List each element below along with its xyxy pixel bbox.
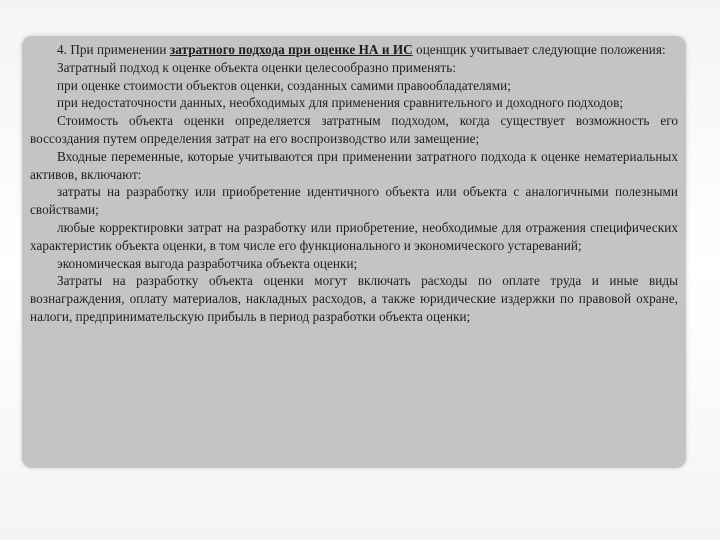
paragraph-cost-adjustments: любые корректировки затрат на разработку или приобретение, необходимые для отражения специфических характеристик объекта оценки, в том числе его функционального и экономического устареваний; [30,219,678,253]
paragraph-cost-approach-applicability: Затратный подход к оценке объекта оценки целесообразно применять: [57,59,456,75]
paragraph-intro [30,41,678,59]
intro-tail-text: оценщик учитывает следующие положения: [412,42,666,57]
slide-content-panel [22,36,686,468]
paragraph-cost-components: Затраты на разработку объекта оценки могут включать расходы по оплате труда и иные виды вознаграждения, оплату материалов, накладных расходов, а также юридические издержки по правовой охране, налоги, предпринимательскую прибыль в период разработки объекта оценки; [30,273,678,324]
paragraph-insufficient-data: при недостаточности данных, необходимых для применения сравнительного и доходного подходов; [57,95,624,111]
paragraph-developer-benefit: экономическая выгода разработчика объекта оценки; [57,255,358,271]
paragraph-input-variables: Входные переменные, которые учитываются при применении затратного подхода к оценке нематериальных активов, включают: [30,148,678,182]
slide-text-block [30,41,678,326]
paragraph-development-costs: затраты на разработку или приобретение идентичного объекта или объекта с аналогичными полезными свойствами; [30,184,678,218]
paragraph-rightholder-created-objects: при оценке стоимости объектов оценки, созданных самими правообладателями; [57,77,511,93]
intro-underlined-term: затратного подхода при оценке НА и ИС [169,42,413,57]
intro-lead-text: 4. При применении [57,42,170,57]
paragraph-value-determination: Стоимость объекта оценки определяется затратным подходом, когда существует возможность его воссоздания путем определения затрат на его воспроизводство или замещение; [30,113,678,146]
